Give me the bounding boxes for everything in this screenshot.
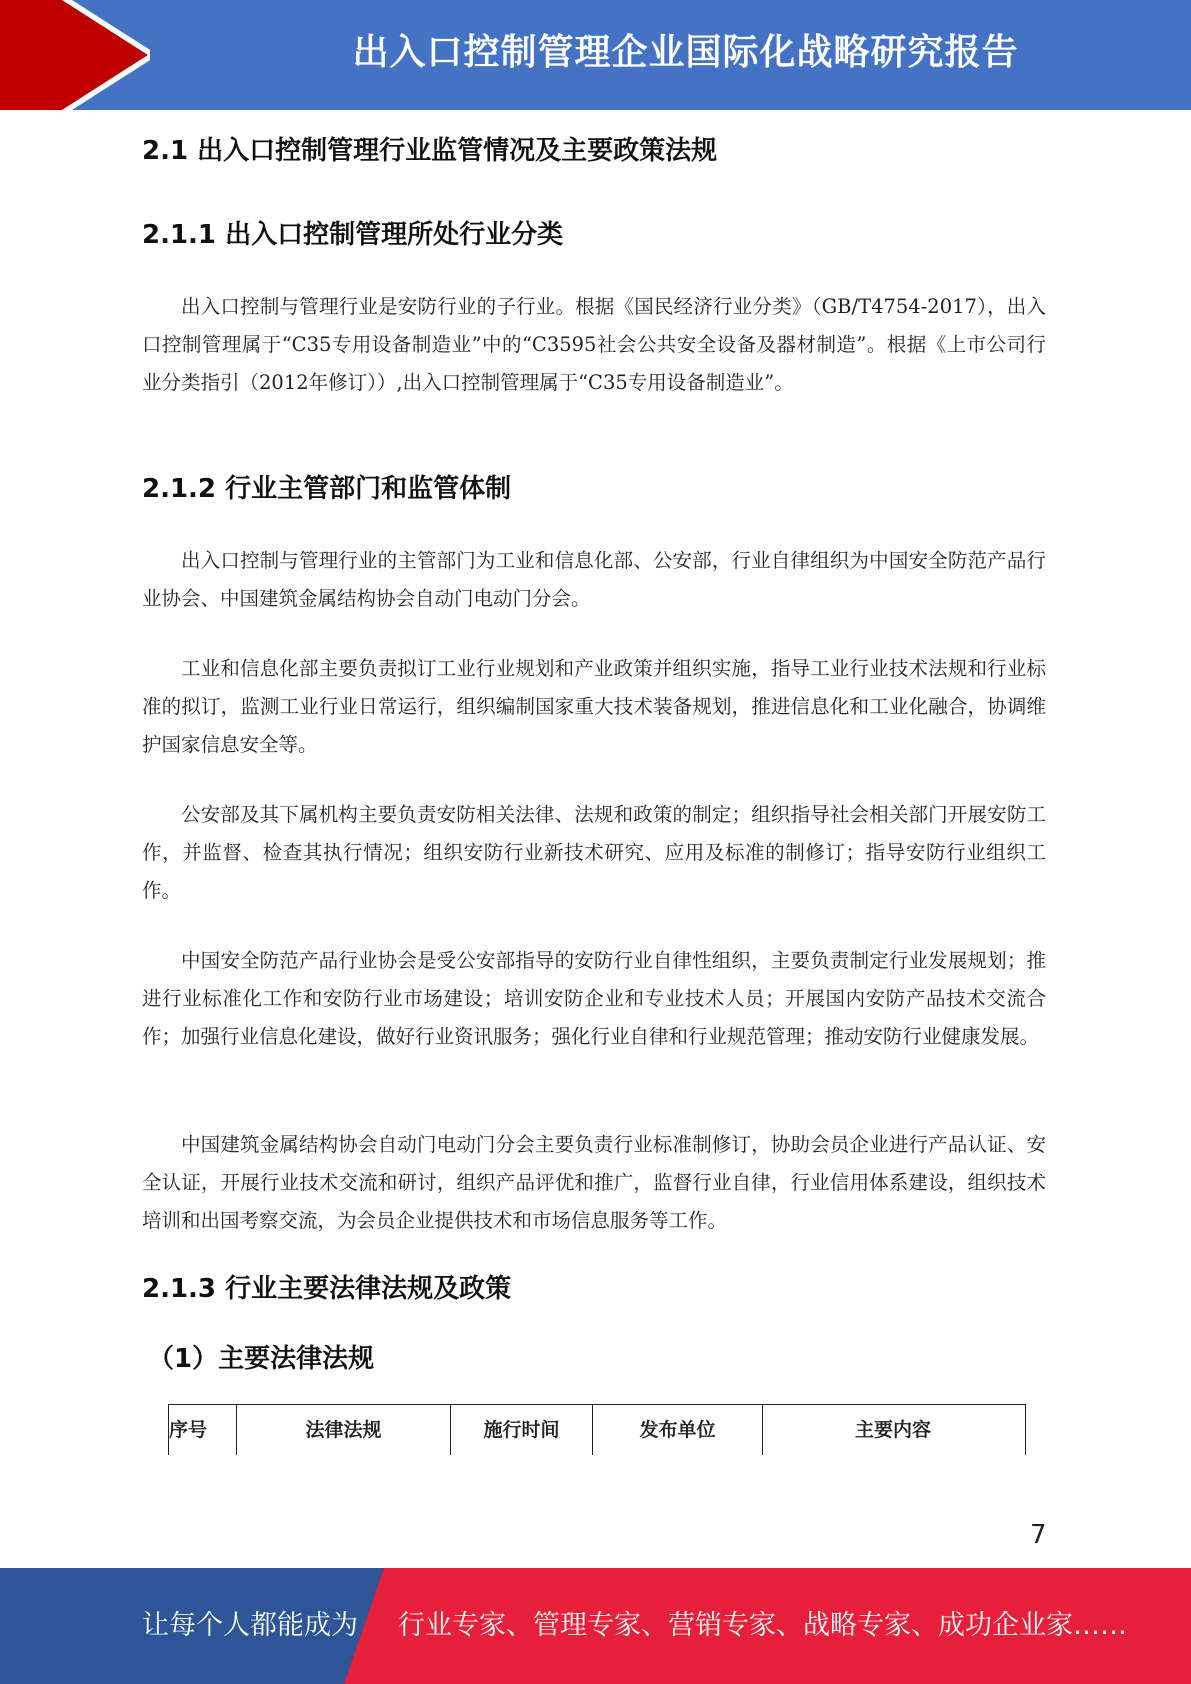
- subsection-heading-2-1-1: 2.1.1 出入口控制管理所处行业分类: [142, 220, 564, 250]
- subsection-heading-2-1-3: 2.1.3 行业主要法律法规及政策: [142, 1274, 512, 1304]
- page-footer: [0, 1568, 1191, 1684]
- table-header-cell: 施行时间: [451, 1405, 593, 1455]
- laws-table-header: [168, 1404, 1026, 1455]
- header-red-arrow-decoration: [0, 0, 150, 110]
- paragraph-ministry-public-security: 公安部及其下属机构主要负责安防相关法律、法规和政策的制定；组织指导社会相关部门开展安防工作，并监督、检查其执行情况；组织安防行业新技术研究、应用及标准的制修订；指导安防行业组织工作。: [142, 803, 1046, 902]
- page-header: [0, 0, 1191, 110]
- table-header-cell: 主要内容: [854, 1419, 931, 1441]
- footer-slogan-left: 让每个人都能成为: [142, 1610, 358, 1641]
- footer-slogan-right: 行业专家、管理专家、营销专家、战略专家、成功企业家……: [398, 1610, 1127, 1641]
- list-heading-laws: （1）主要法律法规: [148, 1344, 375, 1374]
- section-heading: 2.1 出入口控制管理行业监管情况及主要政策法规: [142, 136, 718, 166]
- subsection-heading-2-1-2: 2.1.2 行业主管部门和监管体制: [142, 474, 512, 504]
- paragraph-regulators: 出入口控制与管理行业的主管部门为工业和信息化部、公安部，行业自律组织为中国安全防范产品行业协会、中国建筑金属结构协会自动门电动门分会。: [142, 549, 1046, 610]
- table-header-cell: 序号: [169, 1405, 237, 1455]
- paragraph-industry-classification: 出入口控制与管理行业是安防行业的子行业。根据《国民经济行业分类》（GB/T4754-2017），出入口控制管理属于“C35专用设备制造业”中的“C3595社会公共安全设备及器材制造”。根据《上市公司行业分类指引（2012年修订））,出入口控制管理属于“C35专用设备制造业”。: [142, 295, 1046, 394]
- paragraph-security-association: 中国安全防范产品行业协会是受公安部指导的安防行业自律性组织，主要负责制定行业发展规划；推进行业标准化工作和安防行业市场建设；培训安防企业和专业技术人员；开展国内安防产品技术交流合作；加强行业信息化建设，做好行业资讯服务；强化行业自律和行业规范管理；推动安防行业健康发展。: [142, 949, 1046, 1048]
- table-header-cell: 发布单位: [593, 1405, 763, 1455]
- paragraph-miit: 工业和信息化部主要负责拟订工业行业规划和产业政策并组织实施，指导工业行业技术法规和行业标准的拟订，监测工业行业日常运行，组织编制国家重大技术装备规划，推进信息化和工业化融合，协调维护国家信息安全等。: [142, 657, 1046, 756]
- paragraph-auto-door-association: 中国建筑金属结构协会自动门电动门分会主要负责行业标准制修订，协助会员企业进行产品认证、安全认证，开展行业技术交流和研讨，组织产品评优和推广，监督行业自律，行业信用体系建设，组织技术培训和出国考察交流，为会员企业提供技术和市场信息服务等工作。: [142, 1133, 1046, 1232]
- table-header-cell: 法律法规: [237, 1405, 451, 1455]
- page-number: 7: [1030, 1520, 1047, 1550]
- report-title: 出入口控制管理企业国际化战略研究报告: [352, 32, 1019, 73]
